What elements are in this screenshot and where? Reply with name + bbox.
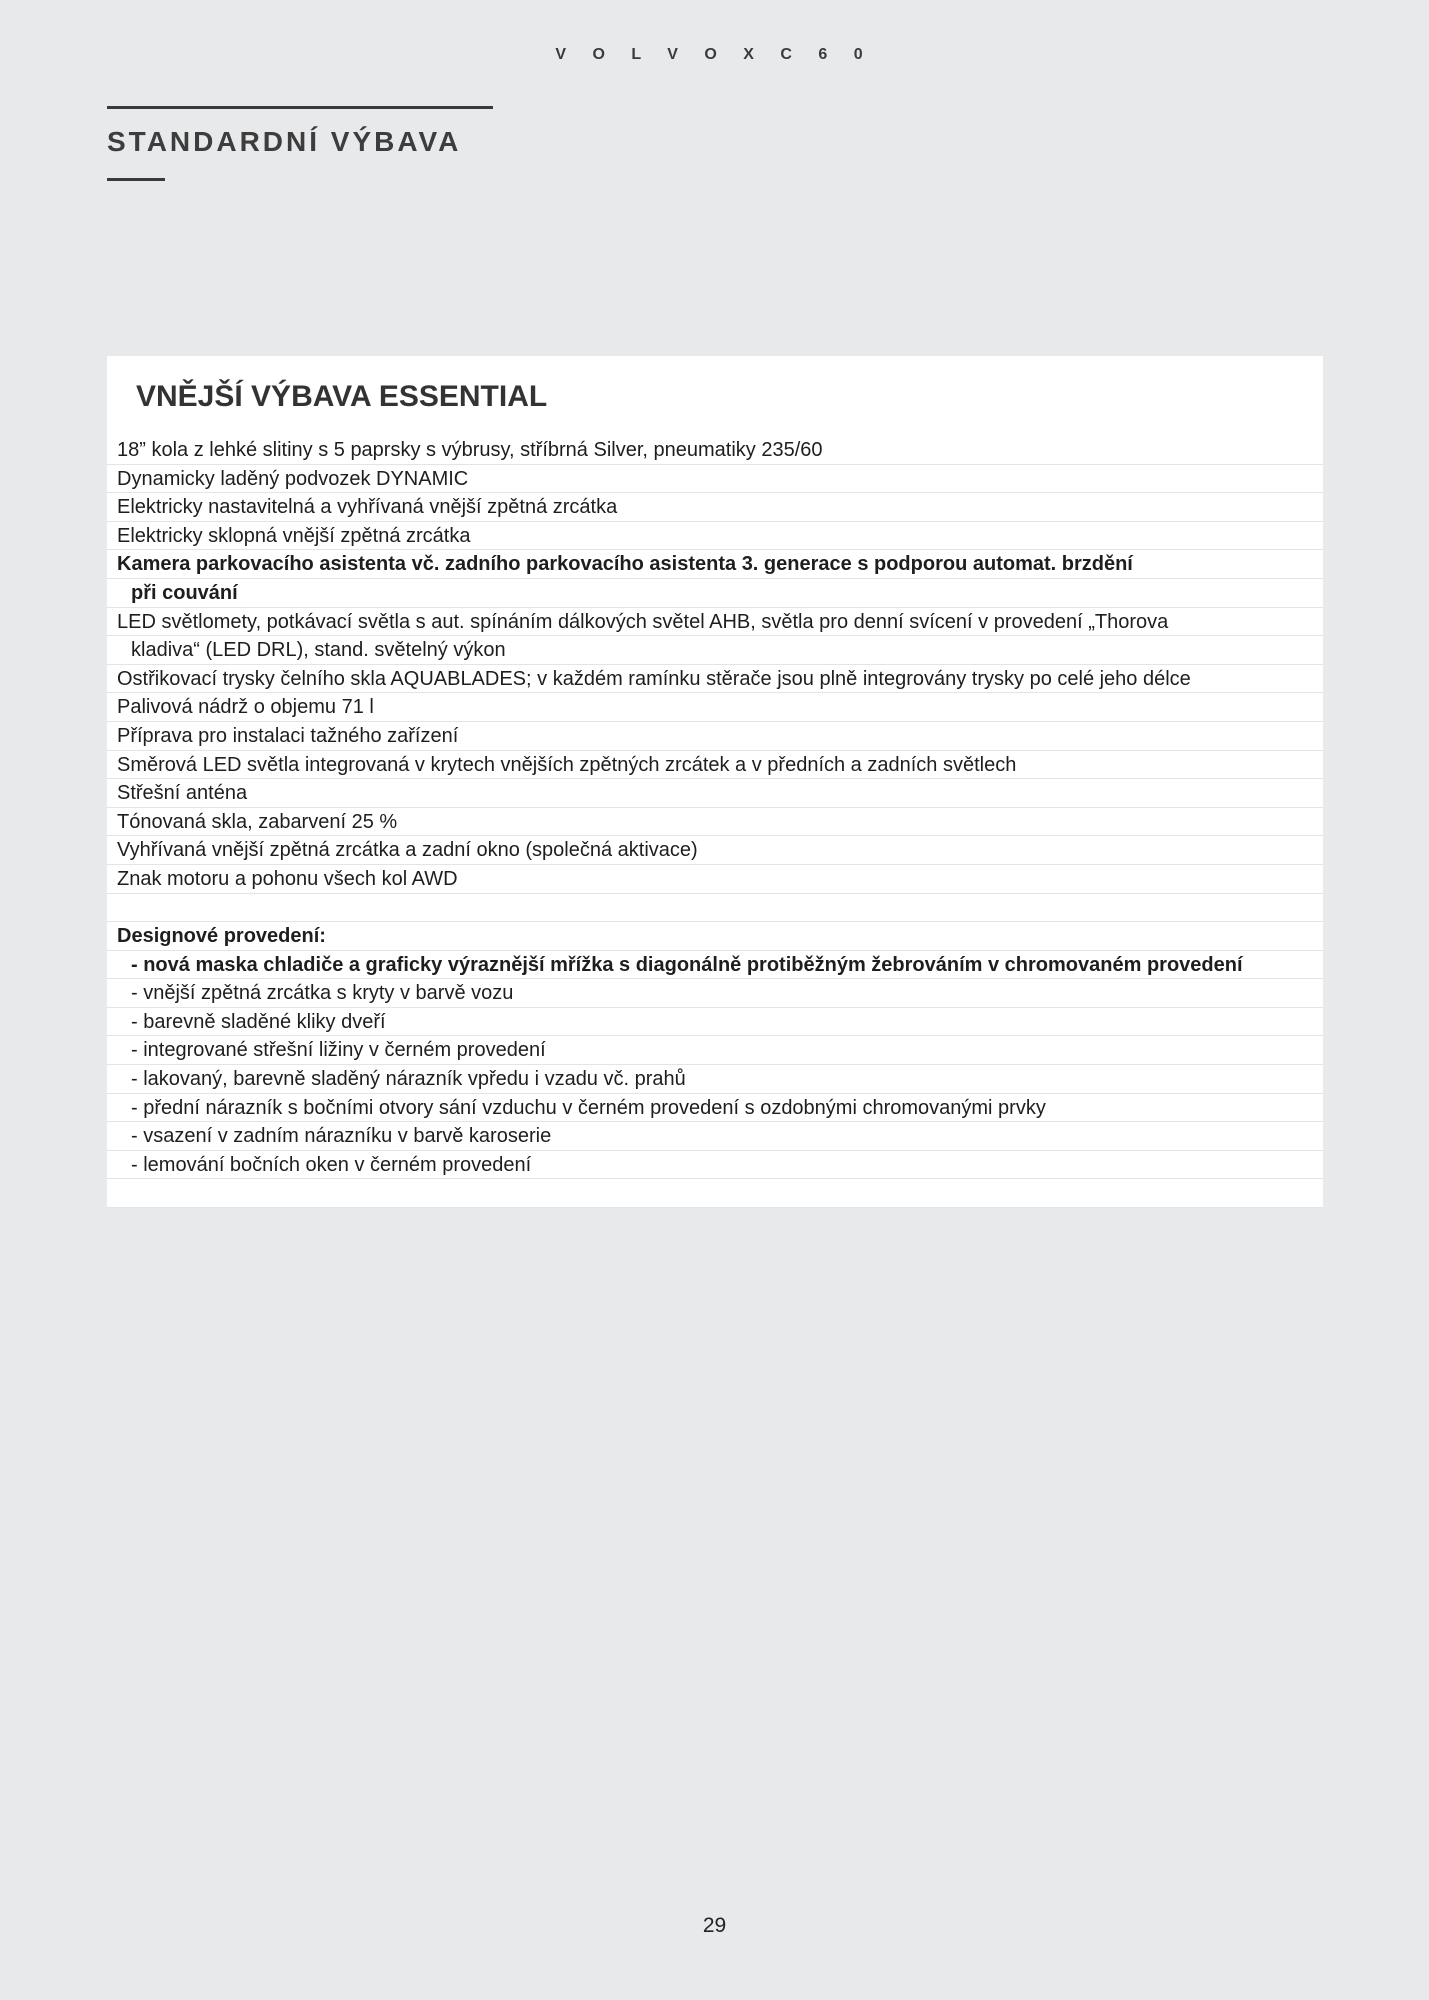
equipment-panel	[107, 356, 1323, 1207]
section-title: STANDARDNÍ VÝBAVA	[107, 126, 462, 157]
title-rule-top	[107, 106, 493, 109]
equipment-list	[107, 436, 1323, 1208]
equipment-row: kladiva“ (LED DRL), stand. světelný výkon	[107, 636, 1323, 665]
blank-row	[107, 894, 1323, 923]
equipment-row: Designové provedení:	[107, 922, 1323, 951]
equipment-row: Příprava pro instalaci tažného zařízení	[107, 722, 1323, 751]
equipment-row: při couvání	[107, 579, 1323, 608]
equipment-row: - nová maska chladiče a graficky výraznější mřížka s diagonálně protiběžným žebrováním v chromovaném provedení	[107, 951, 1323, 980]
brand-header: V O L V O X C 6 0	[555, 46, 874, 63]
equipment-row: - integrované střešní ližiny v černém provedení	[107, 1036, 1323, 1065]
equipment-row: - vsazení v zadním nárazníku v barvě karoserie	[107, 1122, 1323, 1151]
equipment-row: Směrová LED světla integrovaná v krytech vnějších zpětných zrcátek a v předních a zadních světlech	[107, 751, 1323, 780]
panel-title: VNĚJŠÍ VÝBAVA ESSENTIAL	[136, 380, 548, 413]
equipment-row: Znak motoru a pohonu všech kol AWD	[107, 865, 1323, 894]
equipment-row: - lakovaný, barevně sladěný nárazník vpředu i vzadu vč. prahů	[107, 1065, 1323, 1094]
equipment-row: Tónovaná skla, zabarvení 25 %	[107, 808, 1323, 837]
equipment-row: Střešní anténa	[107, 779, 1323, 808]
equipment-row: Palivová nádrž o objemu 71 l	[107, 693, 1323, 722]
equipment-row: - přední nárazník s bočními otvory sání vzduchu v černém provedení s ozdobnými chromovanými prvky	[107, 1094, 1323, 1123]
equipment-row: Kamera parkovacího asistenta vč. zadního parkovacího asistenta 3. generace s podporou automat. brzdění	[107, 550, 1323, 579]
equipment-row: 18” kola z lehké slitiny s 5 paprsky s výbrusy, stříbrná Silver, pneumatiky 235/60	[107, 436, 1323, 465]
title-rule-bottom	[107, 178, 165, 181]
equipment-row: Vyhřívaná vnější zpětná zrcátka a zadní okno (společná aktivace)	[107, 836, 1323, 865]
equipment-row: Elektricky nastavitelná a vyhřívaná vnější zpětná zrcátka	[107, 493, 1323, 522]
equipment-row: - barevně sladěné kliky dveří	[107, 1008, 1323, 1037]
equipment-row: Ostřikovací trysky čelního skla AQUABLADES; v každém ramínku stěrače jsou plně integrovány trysky po celé jeho délce	[107, 665, 1323, 694]
page-number: 29	[702, 1914, 727, 1937]
equipment-row: - lemování bočních oken v černém provedení	[107, 1151, 1323, 1180]
equipment-row: Dynamicky laděný podvozek DYNAMIC	[107, 465, 1323, 494]
equipment-row: - vnější zpětná zrcátka s kryty v barvě vozu	[107, 979, 1323, 1008]
equipment-row: Elektricky sklopná vnější zpětná zrcátka	[107, 522, 1323, 551]
blank-row	[107, 1179, 1323, 1208]
equipment-row: LED světlomety, potkávací světla s aut. spínáním dálkových světel AHB, světla pro denní svícení v provedení „Thorova	[107, 608, 1323, 637]
